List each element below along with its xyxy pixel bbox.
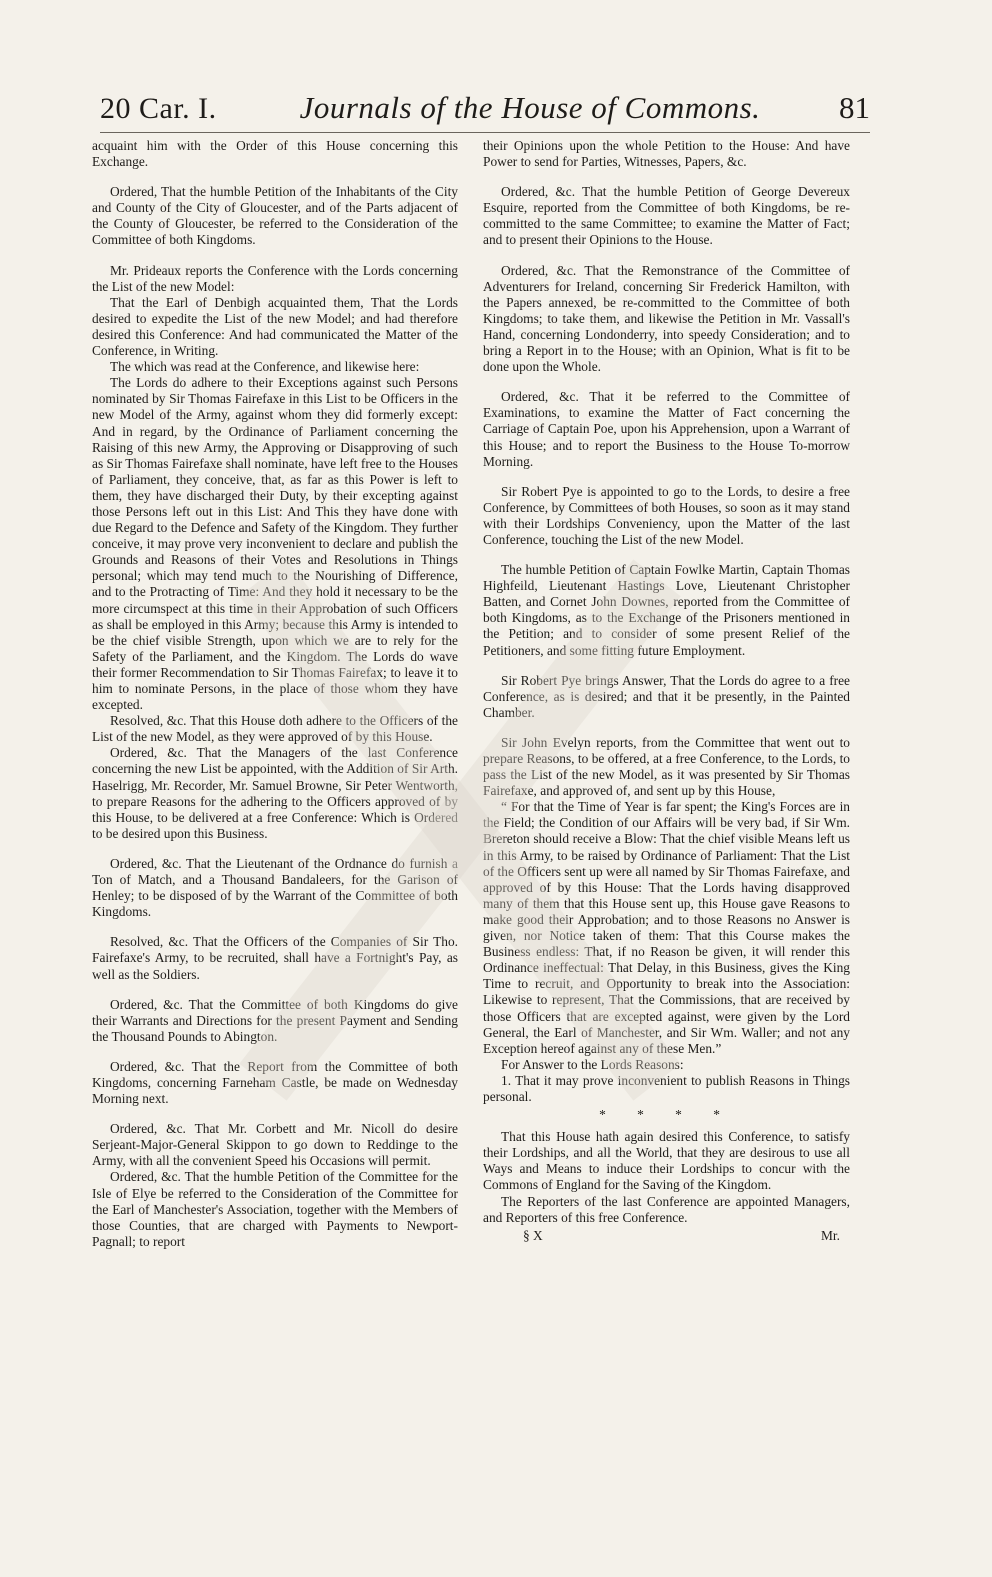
paragraph: The Reporters of the last Conference are appointed Managers, and Reporters of this free Conference.: [483, 1193, 850, 1225]
paragraph: 1. That it may prove inconvenient to publish Reasons in Things personal.: [483, 1072, 850, 1104]
catchword: Mr.: [821, 1227, 840, 1243]
paragraph: Resolved, &c. That this House doth adhere to the Officers of the List of the new Model, as they were approved of by this House.: [92, 713, 458, 745]
section-stars: * * * *: [599, 1107, 734, 1123]
paragraph: Ordered, &c. That it be referred to the Committee of Examinations, to examine the Matter of Fact concerning the Carriage of Captain Poe, upon his Apprehension, upon a Warrant of this House; and to report the Business to the House To-morrow Morning.: [483, 389, 850, 469]
page-header: [100, 90, 870, 133]
paragraph: Sir Robert Pye is appointed to go to the Lords, to desire a free Conference, by Committees of both Houses, so soon as it may stand with their Lordships Conveniency, upon the Matter of the last Conference, touching the List of the new Model.: [483, 483, 850, 547]
right-column: [483, 138, 850, 1244]
paragraph: That this House hath again desired this Conference, to satisfy their Lordships, and all the World, that they are desirous to use all Ways and Means to induce their Lordships to concur with the Commons of England for the Saving of the Kingdom.: [483, 1129, 850, 1193]
paragraph: The humble Petition of Captain Fowlke Martin, Captain Thomas Highfeild, Lieutenant Hastings Love, Lieutenant Christopher Batten, and Cornet John Downes, reported from the Committee of both Kingdoms, as to the Exchange of the Prisoners mentioned in the Petition; and to consider of some present Relief of the Petitioners, and some fitting future Employment.: [483, 562, 850, 658]
paragraph: Ordered, &c. That the Lieutenant of the Ordnance do furnish a Ton of Match, and a Thousand Bandaleers, for the Garison of Henley; to be disposed of by the Warrant of the Committee of both Kingdoms.: [92, 855, 458, 920]
left-column: [92, 138, 458, 1250]
paragraph: Sir Robert Pye brings Answer, That the Lords do agree to a free Conference, as is desired; and that it be presently, in the Painted Chamber.: [483, 672, 850, 720]
paragraph: Resolved, &c. That the Officers of the Companies of Sir Tho. Fairefaxe's Army, to be recruited, shall have a Fortnight's Pay, as well as the Soldiers.: [92, 934, 458, 982]
paragraph: acquaint him with the Order of this House concerning this Exchange.: [92, 138, 458, 170]
regnal-year: 20 Car. I.: [100, 92, 217, 125]
paragraph: That the Earl of Denbigh acquainted them, That the Lords desired to expedite the List of the new Model; and had therefore desired this Conference: And had communicated the Matter of the Conference, in Writing.: [92, 294, 458, 359]
paragraph: The Lords do adhere to their Exceptions against such Persons nominated by Sir Thomas Fairefaxe in this List to be Officers in the new Model of the Army, against whom they did formerly except: And in regard, by the Ordinance of Parliament concerning the Raising of this new Army, the Approving or Disapproving of such as Sir Thomas Fairefaxe shall nominate, have left free to the Houses of Parliament, they conceive, that, as far as this Power is left to them, they have discharged their Duty, by their excepting against those Persons left out in this List: And This they have done with due Regard to the Defence and Safety of the Kingdom. They further conceive, it may prove very inconvenient to declare and publish the Grounds and Reasons of their Votes and Resolutions in Things personal; which may tend much to the Nourishing of Difference, and to the Protracting of Time: And they hold it necessary to be the more circumspect at this time in their Approbation of such Officers as shall be employed in this Army; because this Army is intended to be the chief visible Strength, upon which we are to rely for the Safety of the Parliament, and the Kingdom. The Lords do wave their former Recommendation to Sir Thomas Fairefax; to leave it to him to nominate Persons, in the place of those whom they have excepted.: [92, 375, 458, 713]
paragraph: Mr. Prideaux reports the Conference with the Lords concerning the List of the new Model:: [92, 262, 458, 294]
signature-mark: § X: [523, 1227, 543, 1243]
paragraph: “ For that the Time of Year is far spent; the King's Forces are in the Field; the Condition of our Affairs will be very bad, if Sir Wm. Brereton should receive a Blow: That the chief visible Means left us in this Army, to be raised by Ordinance of Parliament: That the List of the Officers sent up were all named by Sir Thomas Fairefaxe, and approved of by this House: That the Lords having disapproved many of them that this House sent up, this House gave Reasons to make good their Approbation; and to those Reasons no Answer is given, nor Notice taken of them: That this Course makes the Business endless: That, if no Reason be given, it will render this Ordinance ineffectual: That Delay, in this Business, gives the King Time to recruit, and Opportunity to break into the Association: Likewise to represent, That the Commissions, that are received by those Officers that are excepted against, were given by the Lord General, the Earl of Manchester, and Sir Wm. Waller; and not any Exception hereof against any of these Men.”: [483, 799, 850, 1056]
journal-title: Journals of the House of Commons.: [299, 90, 761, 125]
paragraph: Ordered, &c. That Mr. Corbett and Mr. Nicoll do desire Serjeant-Major-General Skippon to go down to Reddinge to the Army, with all the convenient Speed his Occasions will permit.: [92, 1121, 458, 1169]
paragraph: For Answer to the Lords Reasons:: [501, 1056, 684, 1072]
paragraph: Ordered, &c. That the Remonstrance of the Committee of Adventurers for Ireland, concerning Sir Frederick Hamilton, with the Papers annexed, be re-committed to the Committee of both Kingdoms; to take them, and likewise the Petition in Mr. Vassall's Hand, concerning Londonderry, into speedy Consideration; and to bring a Report in to the House; with an Opinion, What is fit to be done upon the Whole.: [483, 262, 850, 375]
paragraph: Ordered, &c. That the humble Petition of George Devereux Esquire, reported from the Committee of both Kingdoms, be re-committed to the same Committee; to examine the Matter of Fact; and to present their Opinions to the House.: [483, 184, 850, 248]
footer-row: [483, 1228, 850, 1244]
paragraph: Ordered, &c. That the Committee of both Kingdoms do give their Warrants and Directions for the present Payment and Sending the Thousand Pounds to Abington.: [92, 996, 458, 1044]
paragraph: Ordered, That the humble Petition of the Inhabitants of the City and County of the City of Gloucester, and of the Parts adjacent of the County of Gloucester, be referred to the Consideration of the Committee of both Kingdoms.: [92, 184, 458, 248]
right-column-paragraphs: [483, 138, 850, 1226]
page-number: 81: [839, 90, 870, 125]
paragraph: their Opinions upon the whole Petition to the House: And have Power to send for Parties, Witnesses, Papers, &c.: [483, 138, 850, 170]
paragraph: Sir John Evelyn reports, from the Committee that went out to prepare Reasons, to be offered, at a free Conference, to the Lords, to pass the List of the new Model, as it was presented by Sir Thomas Fairefaxe, and approved of, and sent up by this House,: [483, 734, 850, 799]
paragraph: The which was read at the Conference, and likewise here:: [110, 359, 420, 375]
paragraph: Ordered, &c. That the humble Petition of the Committee for the Isle of Elye be referred to the Consideration of the Committee for the Earl of Manchester's Association, together with the Members of those Counties, that are charged with Payments to Newport-Pagnall; to report: [92, 1169, 458, 1249]
paragraph: Ordered, &c. That the Report from the Committee of both Kingdoms, concerning Farneham Castle, be made on Wednesday Morning next.: [92, 1058, 458, 1107]
paragraph: Ordered, &c. That the Managers of the last Conference concerning the new List be appointed, with the Addition of Sir Arth. Haselrigg, Mr. Recorder, Mr. Samuel Browne, Sir Peter Wentworth, to prepare Reasons for the adhering to the Officers approved of by this House, to be delivered at a free Conference: Which is Ordered to be desired upon this Business.: [92, 745, 458, 841]
